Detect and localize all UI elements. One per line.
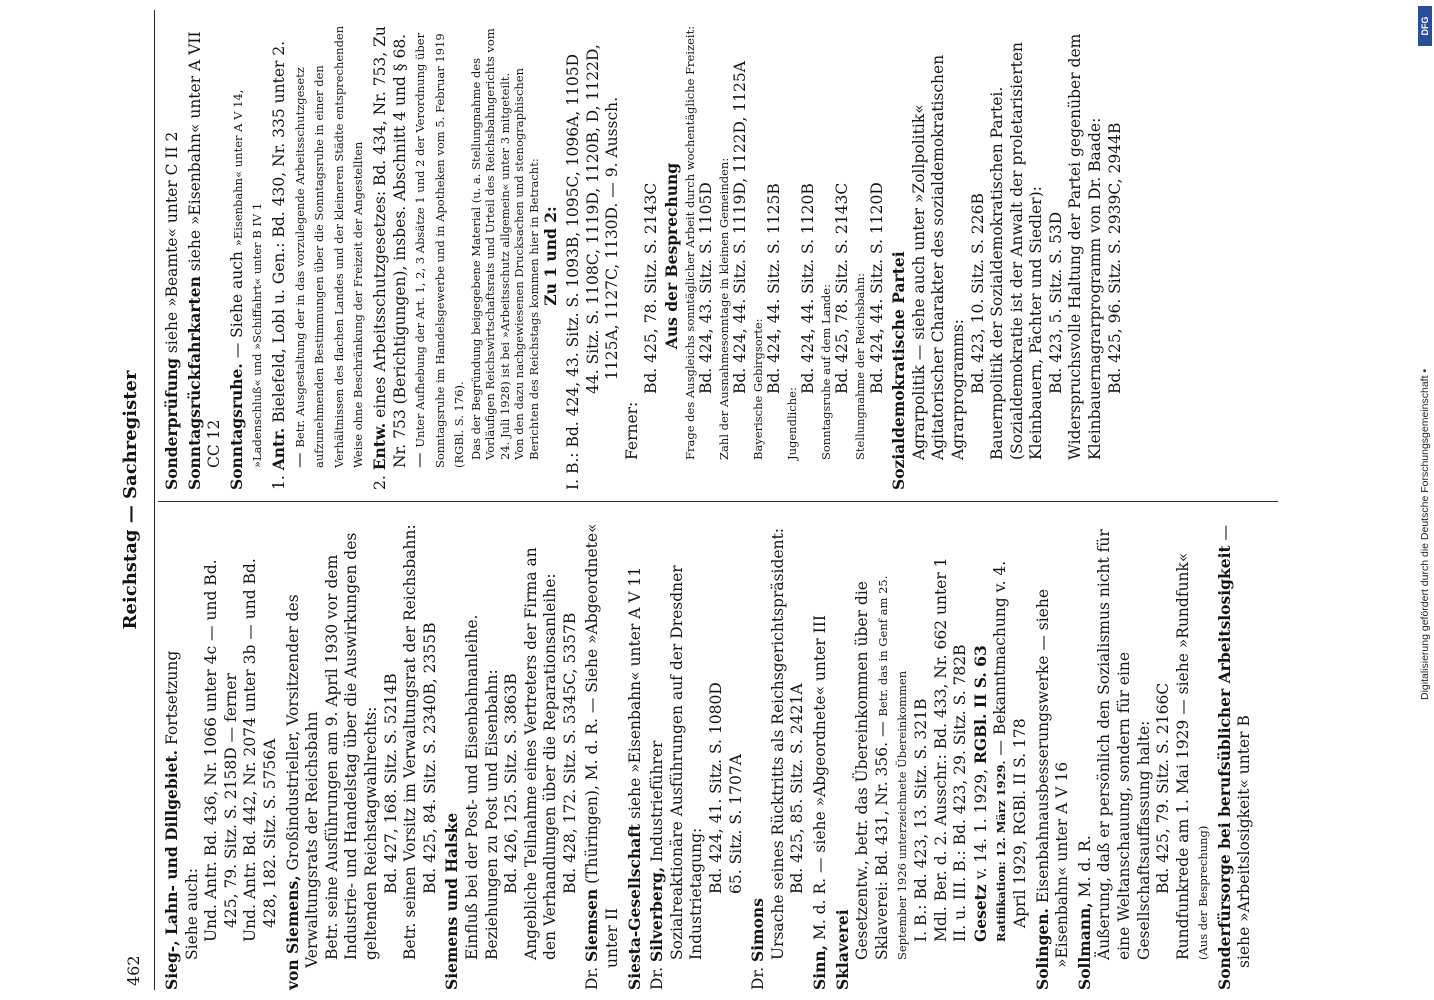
index-subentry: Bd. 425, 96. Sitz. S. 2939C, 2944B: [1105, 122, 1124, 394]
index-headword: Zu 1 und 2:: [541, 206, 561, 306]
index-headword: Sonntagsrückfahrkarten: [184, 276, 204, 490]
index-page: [120, 10, 1320, 990]
index-subentry: Ferner:: [622, 401, 641, 460]
index-subentry: 44. Sitz. S. 1108C, 1119D, 1120B, D, 1122D, 1125A, 1127C, 1130D. — 9. Aussch.: [583, 44, 622, 394]
index-subentry: [662, 22, 683, 490]
right-column: [160, 22, 1125, 490]
index-headword: Sollmann,: [1074, 902, 1094, 990]
index-subentry: Einfluß bei der Post- und Eisenbahnanleihe. Beziehungen zu Post und Eisenbahn:: [462, 614, 501, 960]
index-subentry: Ursache seines Rücktritts als Reichsgerichtspräsident:: [768, 527, 787, 960]
index-entry: Sonderprüfung siehe »Beamte« unter C II 2: [162, 131, 181, 490]
left-column: [160, 522, 1255, 990]
index-entry: 2. Entw. eines Arbeitsschutzgesetzes: Bd. 434, Nr. 753, Zu Nr. 753 (Berichtigungen), insbes. Abschnitt 4 und § 68. — Unter Aufhebung der Art. 1, 2, 3 Absätze 1 und 2 der Verordnung über Sonntagsruhe im Handelsgewerbe und in Apotheken vom 5. Februar 1919 (RGBl. S. 176).: [369, 26, 467, 490]
header-rule: [154, 10, 155, 990]
index-subentry: Mdl. Ber. d. 2. Ausschr.: Bd. 433, Nr. 662 unter 1: [931, 557, 950, 942]
index-headword: Entw.: [369, 422, 389, 471]
index-subentry: Bd. 424, 44. Sitz. S. 1119D, 1122D, 1125A: [731, 61, 750, 394]
index-subentry: 65. Sitz. S. 1707A: [726, 754, 745, 894]
index-headword: Antr.: [268, 427, 288, 471]
index-entry: [442, 522, 463, 990]
small-note: Betr. das in Genf am 25. September 1926 unterzeichnete Übereinkommen: [875, 575, 910, 960]
index-subentry: Angebliche Teilnahme eines Vertreters der Firma an den Verhandlungen über die Reparationsanleihe:: [521, 547, 560, 960]
index-entry: Solingen. Eisenbahnausbesserungswerke — siehe »Eisenbahn« unter A V 16: [1032, 588, 1072, 990]
index-subentry: Rundfunkrede am 1. Mai 1929 — siehe »Rundfunk« (Aus der Besprechung): [1173, 552, 1211, 960]
index-subentry: I. B.: Bd. 423, 13. Sitz. S. 321B: [911, 698, 930, 942]
index-subentry: Bayerische Gebirgsorte:: [750, 318, 765, 460]
index-subentry: Stellungnahme der Reichsbahn:: [853, 273, 868, 460]
page-number: 462: [124, 955, 143, 986]
index-headword: Sieg-, Lahn- und Dillgebiet.: [162, 749, 181, 990]
index-headword: Gesetz: [970, 884, 990, 942]
index-subentry: Ratifikation: 12. März 1929. — Bekanntmachung v. 4. April 1929, RGBl. II S. 178: [991, 560, 1029, 942]
index-entry: Dr. Simons: [748, 898, 768, 990]
index-headword: Siemens und Halske: [442, 812, 462, 990]
index-entry: Sollmann, M. d. R.: [1074, 835, 1094, 990]
index-entry: 1. Antr. Bielefeld, Lobl u. Gen.: Bd. 430, Nr. 335 unter 2. — Betr. Ausgestaltung der in das vorzulegende Arbeitsschutzgesetz aufzunehmenden Bestimmungen über die Sonntagsruhe in einer den Verhältnissen des flachen Landes und der kleineren Städte entsprechenden Weise ohne Beschränkung der Freizeit der Angestellten: [268, 25, 366, 490]
index-entry: Dr. Siemsen (Thüringen), M. d. R. — Siehe »Abgeordnete« unter II: [582, 523, 622, 990]
index-subentry: Agitatorischer Charakter des sozialdemokratischen Agrarprogramms:: [929, 54, 967, 460]
small-note: (Aus der Besprechung): [1196, 825, 1211, 960]
credit-text: Digitalisierung gefördert durch die Deutsche Forschungsgemeinschaft •: [1419, 368, 1431, 700]
index-subentry: Gesetzentw., betr. das Übereinkommen über die Sklaverei: Bd. 431, Nr. 356. — Betr. das in Genf am 25. September 1926 unterzeichnete Übereinkommen: [853, 575, 910, 960]
index-subentry: Sonntagsruhe auf dem Lande:: [818, 284, 833, 460]
index-subentry: Bd. 427, 168. Sitz. S. 5214B: [381, 673, 400, 894]
index-subentry: Bd. 425, 85. Sitz. S. 2421A: [788, 683, 807, 894]
index-headword: Sklaverei: [832, 909, 852, 990]
index-headword: von Siemens,: [282, 875, 302, 990]
index-subentry: Bd. 428, 172. Sitz. S. 5345C, 5357B: [560, 612, 579, 894]
index-headword: Siemsen: [582, 888, 602, 962]
index-subentry: Bd. 424, 43. Sitz. S. 1105D: [697, 182, 716, 394]
index-headword: Sonderfürsorge bei berufsüblicher Arbeitslosigkeit: [1214, 545, 1234, 990]
column-divider: [158, 501, 1278, 502]
index-entry: I. B.: Bd. 424, 43. Sitz. S. 1093B, 1095C, 1096A, 1105D: [564, 53, 582, 490]
digitization-credit: [1416, 0, 1432, 1000]
index-headword: Sonntagsruhe.: [226, 363, 246, 490]
index-entry: Sonderfürsorge bei berufsüblicher Arbeitslosigkeit — siehe »Arbeitslosigkeit« unter B: [1214, 524, 1254, 990]
index-subentry: Bd. 423, 5. Sitz. S. 53D: [1046, 211, 1065, 394]
index-headword: Aus der Besprechung: [661, 162, 681, 350]
index-subentry: Von den dazu nachgewiesenen Drucksachen und stenographischen Berichten des Reichstags kommen hier in Betracht:: [512, 67, 541, 460]
index-subentry: Sozialreaktionäre Ausführungen auf der Dresdner Industrietagung:: [667, 565, 706, 960]
index-headword: Simons: [748, 898, 768, 962]
running-title: Reichstag — Sachregister: [120, 370, 141, 630]
index-subentry: Betr. seine Ausführungen am 9. April 1930 vor dem Industrie- und Handelstag über die Auswirkungen des geltenden Reichstagwahlrechts:: [322, 532, 380, 960]
index-headword: RGBl. II S. 63: [970, 645, 990, 765]
index-subentry: Bd. 425, 79. Sitz. S. 2166C: [1154, 682, 1173, 894]
small-note: [994, 761, 1008, 943]
index-entry: Dr. Silverberg, Industrieführer: [647, 740, 667, 990]
index-subentry: Frage des Ausgleichs sonntäglicher Arbeit durch wochentägliche Freizeit:: [682, 25, 697, 460]
index-headword: Sinn,: [810, 944, 829, 990]
small-note: Betr. Ausgestaltung der in das vorzulegende Arbeitsschutzgesetz aufzunehmenden Bestimmungen über die Sonntagsruhe in einer den Verhältnissen des flachen Landes und der kleineren Städte entsprechenden Weise ohne Beschränkung der Freizeit der Angestellten: [292, 25, 366, 468]
index-subentry: Jugendliche:: [784, 387, 799, 460]
index-subentry: Bd. 424, 41. Sitz. S. 1080D: [707, 682, 726, 894]
index-headword: Siesta-Gesellschaft: [624, 823, 644, 990]
index-subentry: Betr. seinen Vorsitz im Verwaltungsrat der Reichsbahn:: [401, 524, 420, 960]
index-subentry: Bd. 424, 44. Sitz. S. 1120D: [867, 182, 886, 394]
index-headword: Solingen.: [1032, 908, 1052, 990]
index-subentry: Bauernpolitik der Sozialdemokratischen Partei. (Sozialdemokratie ist der Anwalt der proletarisierten Kleinbauern, Pächter und Siedler):: [988, 41, 1046, 460]
index-headword: Ratifikation: 12. März 1929.: [994, 760, 1009, 942]
index-subentry: Und. Antr. Bd. 436, Nr. 1066 unter 4c — und Bd. 425, 79. Sitz. S. 2158D — ferner: [202, 559, 240, 942]
index-subentry: Agrarpolitik — siehe auch unter »Zollpolitik«: [909, 104, 928, 460]
index-headword: Sozialdemokratische Partei: [889, 251, 909, 490]
index-subentry: Zahl der Ausnahmesonntage in kleinen Gemeinden:: [716, 157, 731, 460]
index-entry: Sonntagsruhe. — Siehe auch »Eisenbahn« unter A V 14, »Ladenschluß« und »Schiffahrt« unter B IV 1: [226, 89, 265, 490]
index-entry: Sinn, M. d. R. — siehe »Abgeordnete« unter III: [810, 615, 829, 990]
index-headword: Sonderprüfung: [162, 358, 181, 490]
index-headword: Silverberg,: [647, 866, 667, 962]
index-subentry: II. u. III. B.: Bd. 423, 29. Sitz. S. 782B: [951, 644, 970, 942]
index-entry: [889, 22, 910, 490]
index-subentry: Bd. 425, 78. Sitz. S. 2143C: [833, 182, 852, 394]
page-header: [120, 10, 154, 990]
index-subentry: Gesetz v. 14. 1. 1929, RGBl. II S. 63: [970, 645, 990, 942]
index-entry: Siesta-Gesellschaft siehe »Eisenbahn« unter A V 11: [624, 566, 644, 990]
dfg-logo: [1418, 6, 1432, 46]
index-subentry: Widerspruchsvolle Haltung der Partei gegenüber dem Kleinbauernagrarprogramm von Dr. Baade:: [1066, 33, 1105, 460]
index-entry: Sieg-, Lahn- und Dillgebiet. Fortsetzung: [162, 650, 181, 990]
index-subentry: Bd. 423, 10. Sitz. S. 226B: [968, 193, 987, 394]
index-entry: Sonntagsrückfahrkarten siehe »Eisenbahn« unter A VII CC 12: [184, 31, 224, 490]
small-note: »Eisenbahn« unter A V 14, »Ladenschluß« und »Schiffahrt« unter B IV 1: [230, 89, 265, 468]
index-subentry: Und. Antr. Bd. 442, Nr. 2074 unter 3b — und Bd. 428, 182. Sitz. S. 5756A: [241, 558, 279, 942]
index-subentry: Bd. 426, 125. Sitz. S. 3863B: [502, 673, 521, 894]
index-subentry: Äußerung, daß er persönlich den Sozialismus nicht für eine Weltanschauung, sondern für eine Gesellschaftsauffassung halte:: [1095, 529, 1153, 960]
index-subentry: Bd. 425, 78. Sitz. S. 2143C: [642, 182, 661, 394]
dfg-logo-text: DFG: [1420, 16, 1430, 36]
index-subentry: Siehe auch:: [182, 868, 201, 960]
index-entry: [833, 522, 854, 990]
index-subentry: Bd. 424, 44. Sitz. S. 1120B: [799, 183, 818, 394]
index-subentry: Das der Begründung beigegebene Material (u. a. Stellungnahme des Vorläufigen Reichswirtschaftsrats und Urteil des Reichsbahngerichts vom 24. Juli 1928) ist bei »Arbeitsschutz allgemein« unter 3 mitgeteilt.: [468, 28, 512, 460]
index-subentry: [541, 22, 562, 490]
index-subentry: Bd. 424, 44. Sitz. S. 1125B: [765, 183, 784, 394]
index-subentry: Bd. 425, 84. Sitz. S. 2340B, 2355B: [420, 622, 439, 894]
index-entry: von Siemens, Großindustrieller, Vorsitzender des Verwaltungsrats der Reichsbahn: [282, 594, 322, 990]
small-note: Unter Aufhebung der Art. 1, 2, 3 Absätze 1 und 2 der Verordnung über Sonntagsruhe im Handelsgewerbe und in Apotheken vom 5. Februar 1919 (RGBl. S. 176).: [413, 32, 467, 468]
